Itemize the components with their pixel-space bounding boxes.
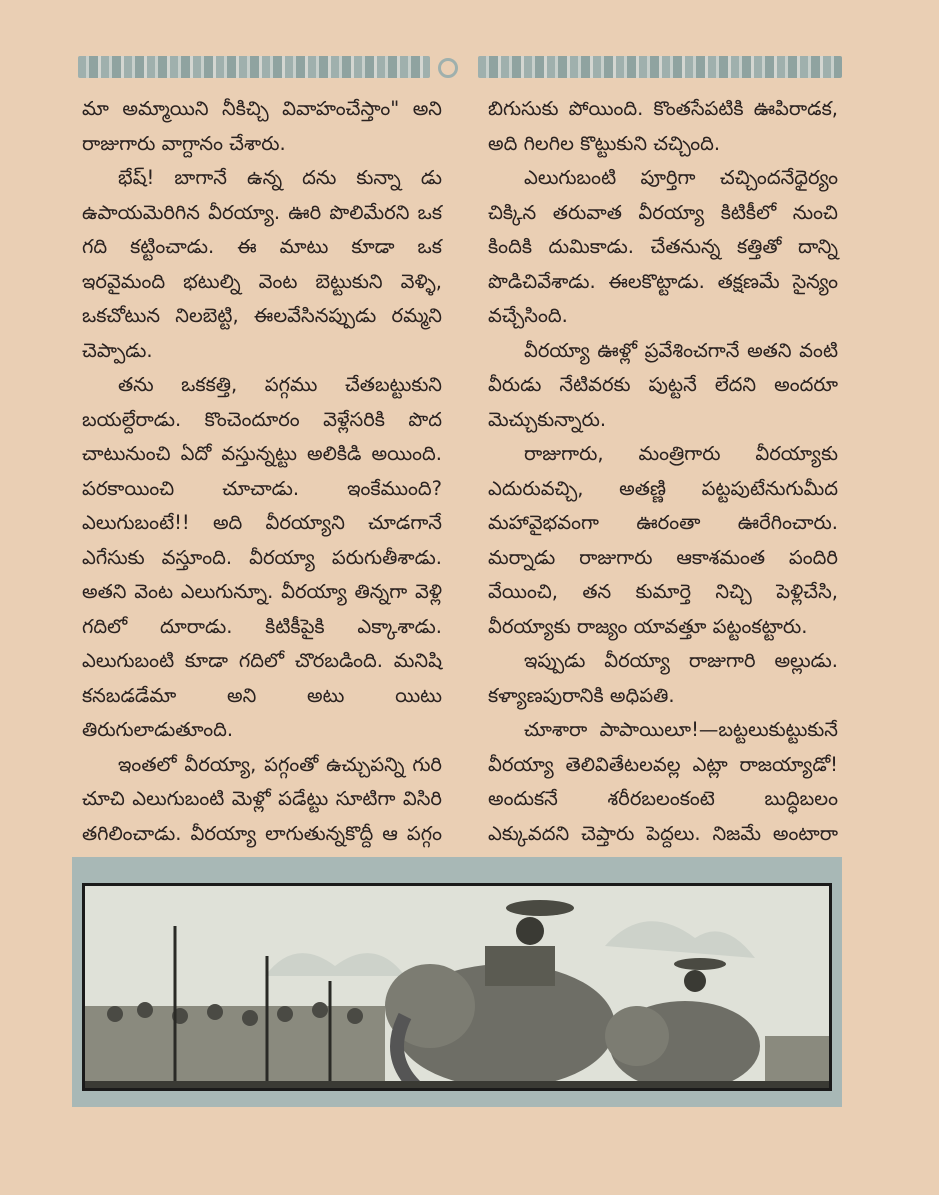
paragraph: తను ఒకకత్తి, పగ్గము చేతబట్టుకుని బయల్దేరాడు. కొంచెందూరం వెళ్లేసరికి పొద చాటునుంచి ఏదో వస్తున్నట్టు అలికిడి అయింది. పరకాయించి చూచాడు. ఇంకేముంది? ఎలుగుబంటే!! అది వీరయ్యాని చూడగానే ఎగేసుకు వస్తూంది. వీరయ్యా పరుగుతీశాడు. అతని వెంట ఎలుగున్నూ. వీరయ్యా తిన్నగా వెళ్లి గదిలో దూరాడు. కిటికీపైకి ఎక్కాశాడు. ఎలుగుబంటి కూడా గదిలో చొరబడింది. మనిషి కనబడడేమా అని అటు యిటు తిరుగులాడుతూంది.	[82, 373, 442, 741]
paragraph: బిగుసుకు పోయింది. కొంతసేపటికి ఊపిరాడక, అది గిలగిల కొట్టుకుని చచ్చింది.	[488, 97, 838, 155]
paragraph: ఇప్పుడు వీరయ్యా రాజుగారి అల్లుడు. కళ్యాణపురానికి అధిపతి.	[488, 649, 838, 707]
story-column-left	[82, 92, 442, 886]
paragraph: ఎలుగుబంటి పూర్తిగా చచ్చిందనేధైర్యం చిక్కిన తరువాత వీరయ్యా కిటికీలో నుంచి కిందికి దుమికాడు. చేతనున్న కత్తితో దాన్ని పొడిచివేశాడు. ఈలకొట్టాడు. తక్షణమే సైన్యం వచ్చేసింది.	[488, 166, 838, 327]
story-column-right	[488, 92, 838, 886]
decorative-border-right	[478, 56, 842, 78]
paragraph: భేష్! బాగానే ఉన్న దను కున్నా డు ఉపాయమెరిగిన వీరయ్యా. ఊరి పొలిమేరని ఒక గది కట్టించాడు. ఈ మాటు కూడా ఒక ఇరవైమంది భటుల్ని వెంట బెట్టుకుని వెళ్ళి, ఒకచోటున నిలబెట్టి, ఈలవేసినప్పుడు రమ్మని చెప్పాడు.	[82, 166, 442, 362]
decorative-border-left	[78, 56, 430, 78]
paragraph: ఇంతలో వీరయ్యా, పగ్గంతో ఉచ్చుపన్ని గురి చూచి ఎలుగుబంటి మెళ్లో పడేట్టు సూటిగా విసిరి తగిలించాడు. వీరయ్యా లాగుతున్నకొద్దీ ఆ పగ్గం	[82, 752, 442, 845]
illustration-panel	[72, 857, 842, 1107]
paragraph: వీరయ్యా ఊళ్లో ప్రవేశించగానే అతని వంటి వీరుడు నేటివరకు పుట్టనే లేదని అందరూ మెచ్చుకున్నారు.	[488, 338, 838, 431]
paragraph: చూశారా పాపాయిలూ!—బట్టలుకుట్టుకునే వీరయ్యా తెలివితేటలవల్ల ఎట్లా రాజయ్యాడో! అందుకనే శరీరబలంకంటె బుద్ధిబలం ఎక్కువదని చెప్తారు పెద్దలు. నిజమే అంటారా	[488, 718, 838, 845]
elephant-procession-illustration	[82, 883, 832, 1091]
decorative-border-ornament	[438, 58, 458, 78]
paragraph: రాజుగారు, మంత్రిగారు వీరయ్యాకు ఎదురువచ్చి, అతణ్ణి పట్టపుటేనుగుమీద మహావైభవంగా ఊరంతా ఊరేగించారు. మర్నాడు రాజుగారు ఆకాశమంత పందిరి వేయించి, తన కుమార్తె నిచ్చి పెళ్లిచేసి, వీరయ్యాకు రాజ్యం యావత్తూ పట్టంకట్టారు.	[488, 442, 838, 638]
illustration-drawing	[85, 886, 829, 1088]
paragraph: మా అమ్మాయిని నీకిచ్చి వివాహంచేస్తాం" అని రాజుగారు వాగ్దానం చేశారు.	[82, 97, 442, 155]
